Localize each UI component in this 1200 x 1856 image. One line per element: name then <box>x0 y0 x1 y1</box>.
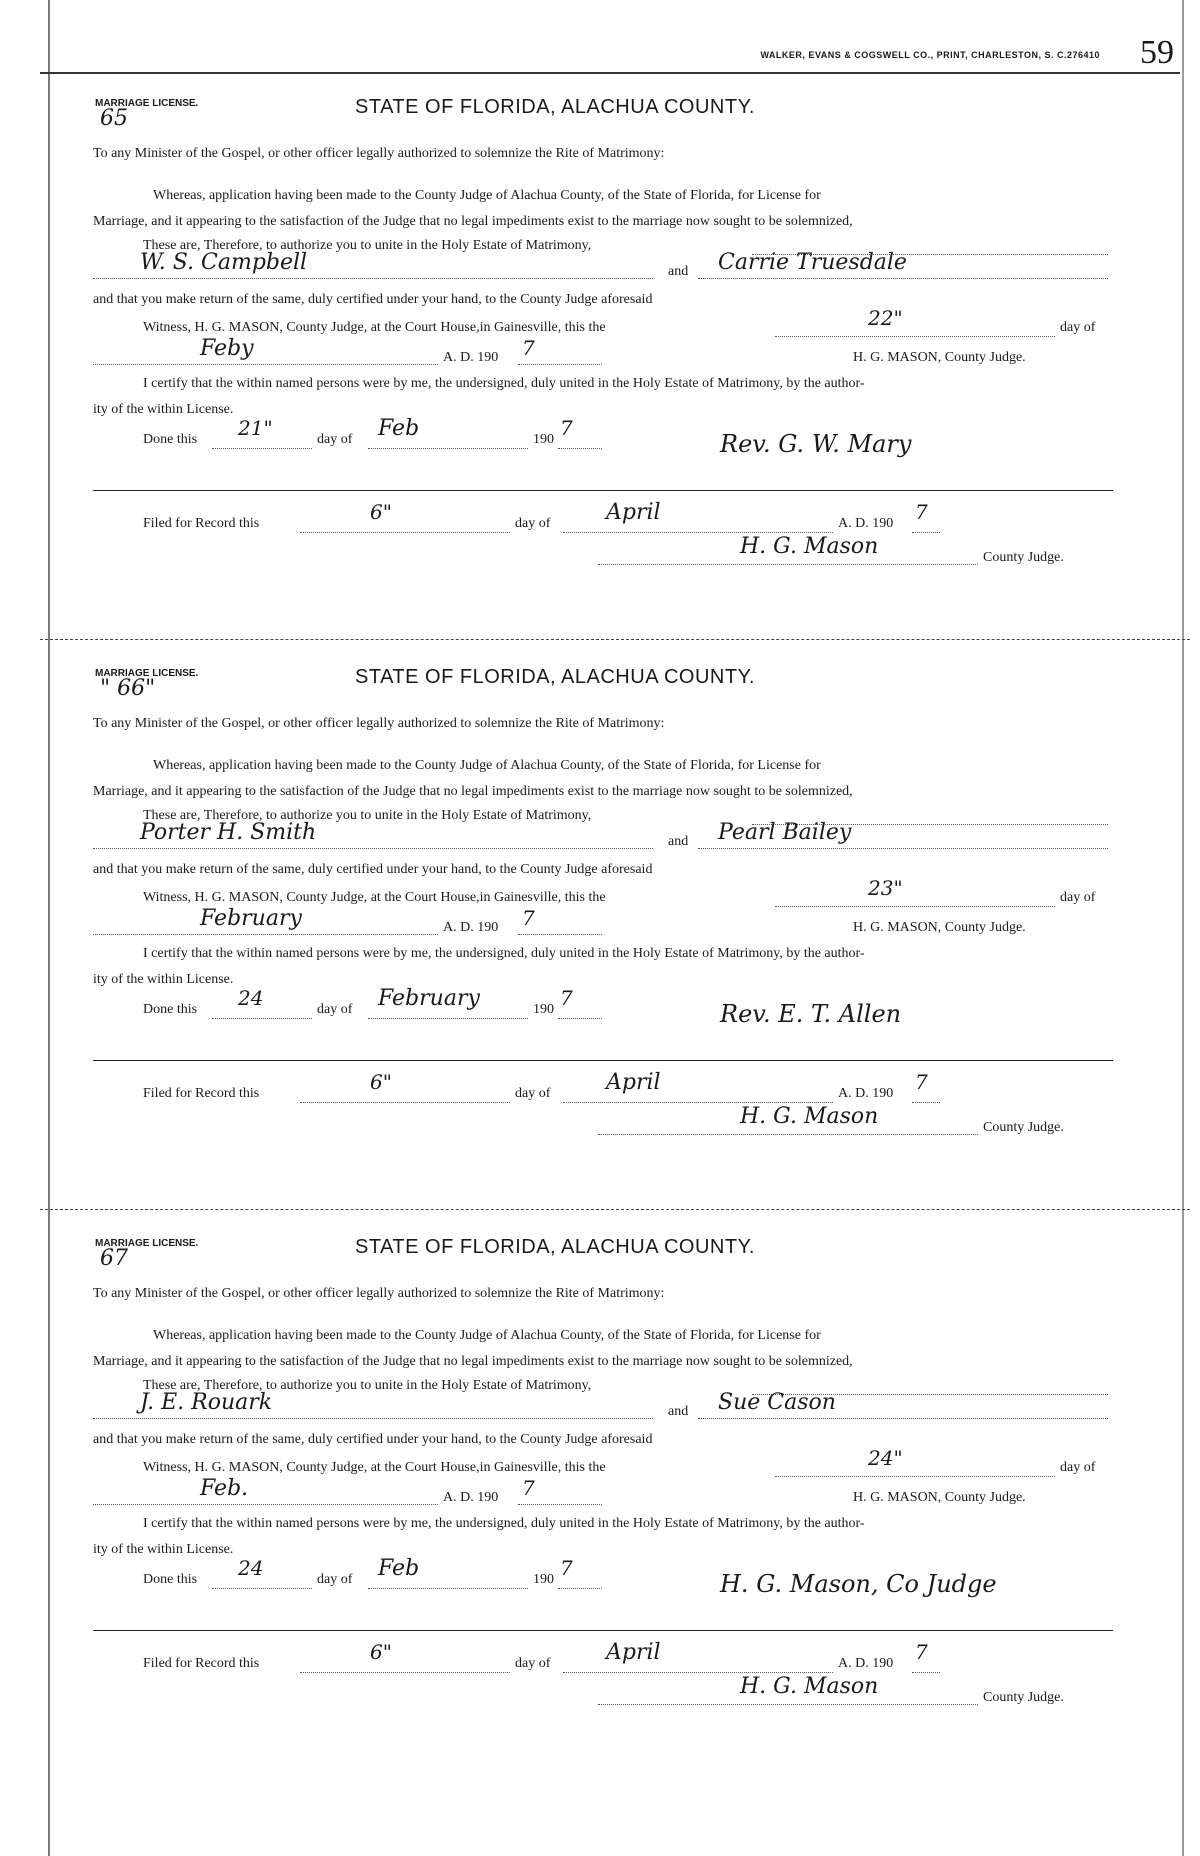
officiant-signature: Rev. E. T. Allen <box>720 1000 902 1028</box>
groom-name: Porter H. Smith <box>140 820 317 845</box>
filed-year: 7 <box>915 1640 928 1664</box>
day-of-label: day of <box>1060 1460 1096 1475</box>
done-day: 24 <box>238 986 264 1010</box>
bride-dots <box>698 278 1108 279</box>
judge-label: H. G. MASON, County Judge. <box>853 350 1026 365</box>
done-this-label: Done this <box>143 1572 198 1587</box>
judge-label: H. G. MASON, County Judge. <box>853 920 1026 935</box>
witness-year: 7 <box>522 1476 535 1500</box>
officiant-signature: Rev. G. W. Mary <box>720 430 912 458</box>
done-day-dots <box>212 1588 312 1589</box>
record-divider <box>93 1060 1113 1061</box>
done-month-dots <box>368 1588 528 1589</box>
certify-line-1: I certify that the within named persons were by me, the undersigned, duly united in the Holy Estate of Matrimony, by the author- <box>143 1516 865 1531</box>
ad-label: A. D. 190 <box>443 920 499 935</box>
filed-month-dots <box>563 1672 833 1673</box>
witness-line: Witness, H. G. MASON, County Judge, at the Court House,in Gainesville, this the <box>143 1460 606 1475</box>
address-line: To any Minister of the Gospel, or other officer legally authorized to solemnize the Rite of Matrimony: <box>93 146 665 161</box>
license-label: MARRIAGE LICENSE. <box>95 668 199 679</box>
done-this-label: Done this <box>143 1002 198 1017</box>
done-year: 7 <box>560 416 573 440</box>
page-number: 59 <box>1140 34 1174 71</box>
witness-month-dots <box>93 364 438 365</box>
state-title: STATE OF FLORIDA, ALACHUA COUNTY. <box>355 666 755 688</box>
state-title: STATE OF FLORIDA, ALACHUA COUNTY. <box>355 96 755 118</box>
day-of-label: day of <box>1060 890 1096 905</box>
filed-year: 7 <box>915 500 928 524</box>
bride-name: Carrie Truesdale <box>718 250 907 275</box>
filed-day: 6" <box>370 500 392 524</box>
whereas-line-1: Whereas, application having been made to the County Judge of Alachua County, of the State of Florida, for License for <box>153 758 821 773</box>
filed-month: April <box>606 500 661 525</box>
therefore-line: These are, Therefore, to authorize you to unite in the Holy Estate of Matrimony, <box>143 238 592 253</box>
filed-year-dots <box>912 532 940 533</box>
filed-month: April <box>606 1640 661 1665</box>
groom-dots <box>93 848 653 849</box>
done-year-dots <box>558 1588 602 1589</box>
groom-dots <box>93 278 653 279</box>
witness-year-dots <box>518 1504 602 1505</box>
witness-day: 24" <box>868 1446 903 1470</box>
witness-day-dots <box>775 906 1055 907</box>
witness-year-dots <box>518 364 602 365</box>
filed-day-of-label: day of <box>515 516 551 531</box>
filed-year-dots <box>912 1672 940 1673</box>
marriage-license-record <box>0 70 1200 640</box>
whereas-line-2: Marriage, and it appearing to the satisfaction of the Judge that no legal impediments exist to the marriage now sought to be solemnized, <box>93 1354 853 1369</box>
filed-label: Filed for Record this <box>143 1086 260 1101</box>
filed-day-dots <box>300 1672 510 1673</box>
whereas-line-1: Whereas, application having been made to the County Judge of Alachua County, of the State of Florida, for License for <box>153 1328 821 1343</box>
witness-day-dots <box>775 1476 1055 1477</box>
done-day-dots <box>212 448 312 449</box>
witness-year: 7 <box>522 336 535 360</box>
therefore-line: These are, Therefore, to authorize you to unite in the Holy Estate of Matrimony, <box>143 1378 592 1393</box>
filed-year: 7 <box>915 1070 928 1094</box>
done-day: 21" <box>238 416 273 440</box>
filed-ad-label: A. D. 190 <box>838 1656 894 1671</box>
filed-label: Filed for Record this <box>143 516 260 531</box>
filed-day-dots <box>300 1102 510 1103</box>
judge-label: H. G. MASON, County Judge. <box>853 1490 1026 1505</box>
bride-name: Pearl Bailey <box>718 820 852 845</box>
and-label: and <box>668 264 689 279</box>
and-label: and <box>668 1404 689 1419</box>
whereas-line-1: Whereas, application having been made to the County Judge of Alachua County, of the State of Florida, for License for <box>153 188 821 203</box>
county-judge-label: County Judge. <box>983 1690 1064 1705</box>
whereas-line-2: Marriage, and it appearing to the satisfaction of the Judge that no legal impediments exist to the marriage now sought to be solemnized, <box>93 784 853 799</box>
filed-ad-label: A. D. 190 <box>838 516 894 531</box>
done-year-prefix: 190 <box>533 1002 554 1017</box>
done-month: February <box>378 986 480 1011</box>
return-line: and that you make return of the same, duly certified under your hand, to the County Judge aforesaid <box>93 1432 653 1447</box>
witness-line: Witness, H. G. MASON, County Judge, at the Court House,in Gainesville, this the <box>143 890 606 905</box>
done-month: Feb <box>378 416 420 441</box>
groom-dots <box>93 1418 653 1419</box>
witness-day: 22" <box>868 306 903 330</box>
filed-day-of-label: day of <box>515 1086 551 1101</box>
certify-line-1: I certify that the within named persons were by me, the undersigned, duly united in the Holy Estate of Matrimony, by the author- <box>143 376 865 391</box>
witness-month-dots <box>93 934 438 935</box>
address-line: To any Minister of the Gospel, or other officer legally authorized to solemnize the Rite of Matrimony: <box>93 1286 665 1301</box>
filed-day-of-label: day of <box>515 1656 551 1671</box>
done-year-prefix: 190 <box>533 1572 554 1587</box>
filed-judge-dots <box>598 1704 978 1705</box>
filed-day: 6" <box>370 1640 392 1664</box>
witness-month: Feb. <box>200 1476 249 1501</box>
license-label: MARRIAGE LICENSE. <box>95 1238 199 1249</box>
printer-imprint: WALKER, EVANS & COGSWELL CO., PRINT, CHARLESTON, S. C.276410 <box>760 50 1100 60</box>
witness-year: 7 <box>522 906 535 930</box>
filed-judge-signature: H. G. Mason <box>740 534 879 559</box>
marriage-license-record <box>0 1210 1200 1780</box>
return-line: and that you make return of the same, duly certified under your hand, to the County Judge aforesaid <box>93 292 653 307</box>
filed-year-dots <box>912 1102 940 1103</box>
groom-name: W. S. Campbell <box>140 250 308 275</box>
witness-month: February <box>200 906 302 931</box>
groom-name: J. E. Rouark <box>140 1390 273 1415</box>
filed-day-dots <box>300 532 510 533</box>
record-divider <box>93 1630 1113 1631</box>
bride-dots <box>698 1418 1108 1419</box>
certify-line-1: I certify that the within named persons were by me, the undersigned, duly united in the Holy Estate of Matrimony, by the author- <box>143 946 865 961</box>
witness-day-dots <box>775 336 1055 337</box>
county-judge-label: County Judge. <box>983 550 1064 565</box>
bride-name: Sue Cason <box>718 1390 836 1415</box>
done-year-dots <box>558 448 602 449</box>
filed-day: 6" <box>370 1070 392 1094</box>
filed-judge-signature: H. G. Mason <box>740 1674 879 1699</box>
ad-label: A. D. 190 <box>443 1490 499 1505</box>
witness-line: Witness, H. G. MASON, County Judge, at the Court House,in Gainesville, this the <box>143 320 606 335</box>
ad-label: A. D. 190 <box>443 350 499 365</box>
witness-year-dots <box>518 934 602 935</box>
witness-month-dots <box>93 1504 438 1505</box>
done-year: 7 <box>560 986 573 1010</box>
bride-dots <box>698 848 1108 849</box>
done-day-dots <box>212 1018 312 1019</box>
filed-judge-signature: H. G. Mason <box>740 1104 879 1129</box>
filed-judge-dots <box>598 1134 978 1135</box>
license-number: " 66" <box>100 676 156 701</box>
license-label: MARRIAGE LICENSE. <box>95 98 199 109</box>
therefore-line: These are, Therefore, to authorize you to unite in the Holy Estate of Matrimony, <box>143 808 592 823</box>
filed-month-dots <box>563 532 833 533</box>
done-this-label: Done this <box>143 432 198 447</box>
and-label: and <box>668 834 689 849</box>
state-title: STATE OF FLORIDA, ALACHUA COUNTY. <box>355 1236 755 1258</box>
marriage-license-record <box>0 640 1200 1210</box>
certify-line-2: ity of the within License. <box>93 972 234 987</box>
return-line: and that you make return of the same, duly certified under your hand, to the County Judge aforesaid <box>93 862 653 877</box>
certify-line-2: ity of the within License. <box>93 402 234 417</box>
filed-ad-label: A. D. 190 <box>838 1086 894 1101</box>
day-of-label: day of <box>1060 320 1096 335</box>
license-number: 65 <box>100 106 128 131</box>
done-year-dots <box>558 1018 602 1019</box>
done-month: Feb <box>378 1556 420 1581</box>
witness-day: 23" <box>868 876 903 900</box>
county-judge-label: County Judge. <box>983 1120 1064 1135</box>
whereas-line-2: Marriage, and it appearing to the satisfaction of the Judge that no legal impediments exist to the marriage now sought to be solemnized, <box>93 214 853 229</box>
witness-month: Feby <box>200 336 254 361</box>
done-year: 7 <box>560 1556 573 1580</box>
officiant-signature: H. G. Mason, Co Judge <box>720 1570 997 1598</box>
done-day-of-label: day of <box>317 1572 353 1587</box>
filed-month: April <box>606 1070 661 1095</box>
done-year-prefix: 190 <box>533 432 554 447</box>
filed-month-dots <box>563 1102 833 1103</box>
license-number: 67 <box>100 1246 128 1271</box>
done-day-of-label: day of <box>317 1002 353 1017</box>
done-day: 24 <box>238 1556 264 1580</box>
done-month-dots <box>368 448 528 449</box>
certify-line-2: ity of the within License. <box>93 1542 234 1557</box>
done-month-dots <box>368 1018 528 1019</box>
record-divider <box>93 490 1113 491</box>
address-line: To any Minister of the Gospel, or other officer legally authorized to solemnize the Rite of Matrimony: <box>93 716 665 731</box>
filed-judge-dots <box>598 564 978 565</box>
filed-label: Filed for Record this <box>143 1656 260 1671</box>
done-day-of-label: day of <box>317 432 353 447</box>
